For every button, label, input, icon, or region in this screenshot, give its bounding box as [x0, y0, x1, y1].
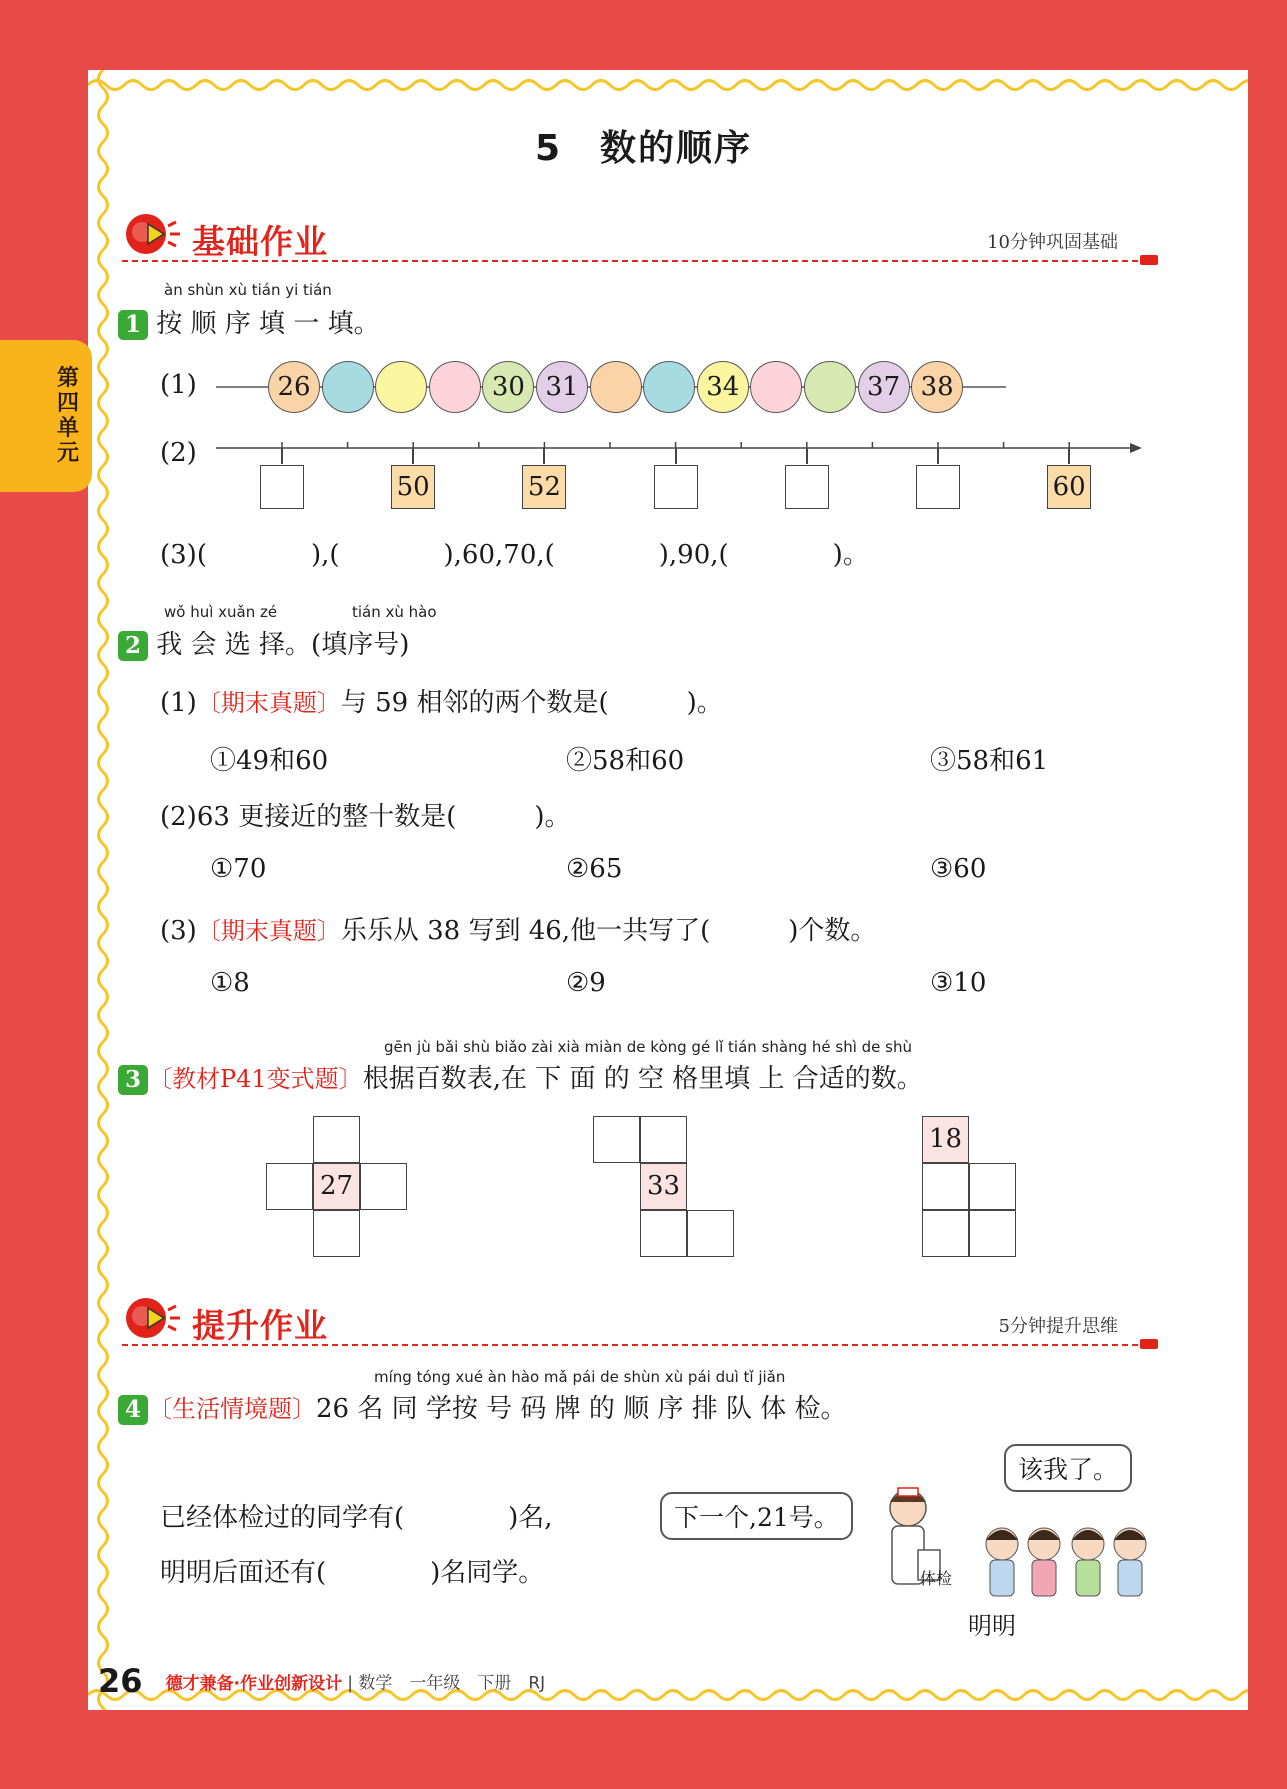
option-3b[interactable]: ②9 [566, 968, 606, 998]
blank-cell[interactable] [969, 1210, 1016, 1257]
page-title: 5 数的顺序 [534, 128, 753, 169]
bead-given: 37 [858, 361, 910, 413]
blank-cell[interactable] [266, 1163, 313, 1210]
series-brand: 德才兼备·作业创新设计 [165, 1673, 343, 1694]
q3-pinyin: gēn jù bǎi shù biǎo zài xià miàn de kòng gé lǐ tián shàng hé shì de shù [384, 1038, 912, 1056]
bead-blank[interactable] [429, 361, 481, 413]
q1-number-line [216, 436, 1142, 462]
exam-tag: 〔期末真题〕 [196, 689, 341, 717]
unit-tab-label: 第四单元 [56, 366, 79, 466]
bead-given: 38 [911, 361, 963, 413]
blank-cell[interactable] [969, 1163, 1016, 1210]
q4-line-2: 明明后面还有( )名同学。 [160, 1558, 545, 1588]
question-text: 26 名 同 学按 号 码 牌 的 顺 序 排 队 体 检。 [316, 1394, 847, 1424]
section-subtitle: 10分钟巩固基础 [987, 232, 1118, 253]
bead-given: 26 [268, 361, 320, 413]
option-1a[interactable]: ①49和60 [210, 746, 329, 776]
question-number-badge: 1 [118, 310, 148, 340]
option-2b[interactable]: ②65 [566, 854, 623, 884]
blank-cell[interactable] [687, 1210, 734, 1257]
wavy-border-top [88, 70, 1248, 100]
item-prefix: (3) [160, 916, 197, 946]
number-box-blank[interactable] [785, 465, 829, 509]
nurse-speech-bubble: 下一个,21号。 [660, 1492, 853, 1540]
option-3c[interactable]: ③10 [930, 968, 987, 998]
pointer-arrow [543, 448, 545, 464]
question-text: 根据百数表,在 下 面 的 空 格里填 上 合适的数。 [362, 1064, 923, 1094]
q4-line-1: 已经体检过的同学有( )名, [160, 1503, 553, 1533]
q2-item-1 [160, 682, 723, 719]
q1-pinyin: àn shùn xù tián yi tián [164, 281, 332, 299]
item-prefix: (2) [160, 802, 197, 832]
blank-cell[interactable] [313, 1210, 360, 1257]
character-caption: 明明 [968, 1612, 1016, 1640]
book-info: | 数学 一年级 下册 RJ [347, 1673, 546, 1694]
question-number-badge: 3 [118, 1065, 148, 1095]
bead-given: 31 [536, 361, 588, 413]
number-box-blank[interactable] [654, 465, 698, 509]
option-2c[interactable]: ③60 [930, 854, 987, 884]
bead-blank[interactable] [643, 361, 695, 413]
number-box-blank[interactable] [260, 465, 304, 509]
pointer-arrow [1068, 448, 1070, 464]
pointer-arrow [937, 448, 939, 464]
blank-cell[interactable] [922, 1210, 969, 1257]
item-text: 63 更接近的整十数是( )。 [196, 802, 571, 832]
section-divider [122, 1344, 1158, 1346]
textbook-tag: 〔教材P41变式题〕 [148, 1065, 363, 1093]
question-number-badge: 2 [118, 631, 148, 661]
blank-cell[interactable] [360, 1163, 407, 1210]
number-box-given: 52 [522, 465, 566, 509]
pointer-arrow [675, 448, 677, 464]
kid-speech-bubble: 该我了。 [1004, 1444, 1132, 1492]
q2-item-3 [160, 910, 876, 947]
section-header-basic [118, 210, 1158, 270]
bell-icon [118, 1294, 182, 1350]
section-title: 提升作业 [192, 1306, 328, 1345]
given-cell: 33 [640, 1163, 687, 1210]
question-text: 我 会 选 择。(填序号) [156, 630, 410, 660]
blank-cell[interactable] [922, 1163, 969, 1210]
option-1c[interactable]: ③58和61 [930, 746, 1049, 776]
item-text: 乐乐从 38 写到 46,他一共写了( )个数。 [340, 916, 877, 946]
question-3-heading [118, 1058, 923, 1095]
divider-end-marker [1140, 1339, 1158, 1349]
given-cell: 27 [313, 1163, 360, 1210]
section-title: 基础作业 [192, 222, 328, 261]
bead-blank[interactable] [750, 361, 802, 413]
bell-icon [118, 210, 182, 266]
page-footer [98, 1662, 545, 1700]
item-prefix: (1) [160, 688, 197, 718]
divider-end-marker [1140, 255, 1158, 265]
number-box-given: 50 [391, 465, 435, 509]
cartoon-illustration [866, 1474, 1166, 1614]
q4-pinyin: míng tóng xué àn hào mǎ pái de shùn xù pái duì tǐ jiǎn [374, 1368, 786, 1386]
page-number: 26 [98, 1662, 143, 1700]
context-tag: 〔生活情境题〕 [148, 1395, 316, 1423]
question-4-heading [118, 1388, 847, 1425]
question-1-heading [118, 303, 380, 340]
given-cell: 18 [922, 1116, 969, 1163]
bead-blank[interactable] [804, 361, 856, 413]
checkup-sign: 体检 [920, 1569, 953, 1588]
bead-given: 30 [482, 361, 534, 413]
bead-blank[interactable] [375, 361, 427, 413]
q1-part1-label: (1) [160, 370, 197, 400]
pointer-arrow [281, 448, 283, 464]
question-text: 按 顺 序 填 一 填。 [156, 309, 380, 339]
number-box-given: 60 [1047, 465, 1091, 509]
bead-blank[interactable] [590, 361, 642, 413]
bead-given: 34 [697, 361, 749, 413]
pointer-arrow [806, 448, 808, 464]
question-2-heading [118, 624, 409, 661]
section-divider [122, 260, 1158, 262]
q1-part2-label: (2) [160, 438, 197, 468]
question-number-badge: 4 [118, 1395, 148, 1425]
blank-cell[interactable] [640, 1116, 687, 1163]
option-2a[interactable]: ①70 [210, 854, 267, 884]
number-box-blank[interactable] [916, 465, 960, 509]
bead-blank[interactable] [322, 361, 374, 413]
section-header-advanced [118, 1294, 1158, 1354]
option-3a[interactable]: ①8 [210, 968, 250, 998]
blank-cell[interactable] [313, 1116, 360, 1163]
q2-pinyin-a: wǒ huì xuǎn zé [164, 603, 278, 621]
q1-part3-sequence: (3)( ),( ),60,70,( ),90,( )。 [160, 540, 869, 570]
q2-item-2 [160, 796, 570, 833]
option-1b[interactable]: ②58和60 [566, 746, 685, 776]
unit-tab [0, 340, 92, 492]
q2-pinyin-b: tián xù hào [352, 603, 437, 621]
blank-cell[interactable] [593, 1116, 640, 1163]
item-text: 与 59 相邻的两个数是( )。 [340, 688, 723, 718]
section-subtitle: 5分钟提升思维 [998, 1316, 1118, 1337]
wavy-border-left [88, 70, 118, 1710]
blank-cell[interactable] [640, 1210, 687, 1257]
pointer-arrow [412, 448, 414, 464]
exam-tag: 〔期末真题〕 [196, 917, 341, 945]
